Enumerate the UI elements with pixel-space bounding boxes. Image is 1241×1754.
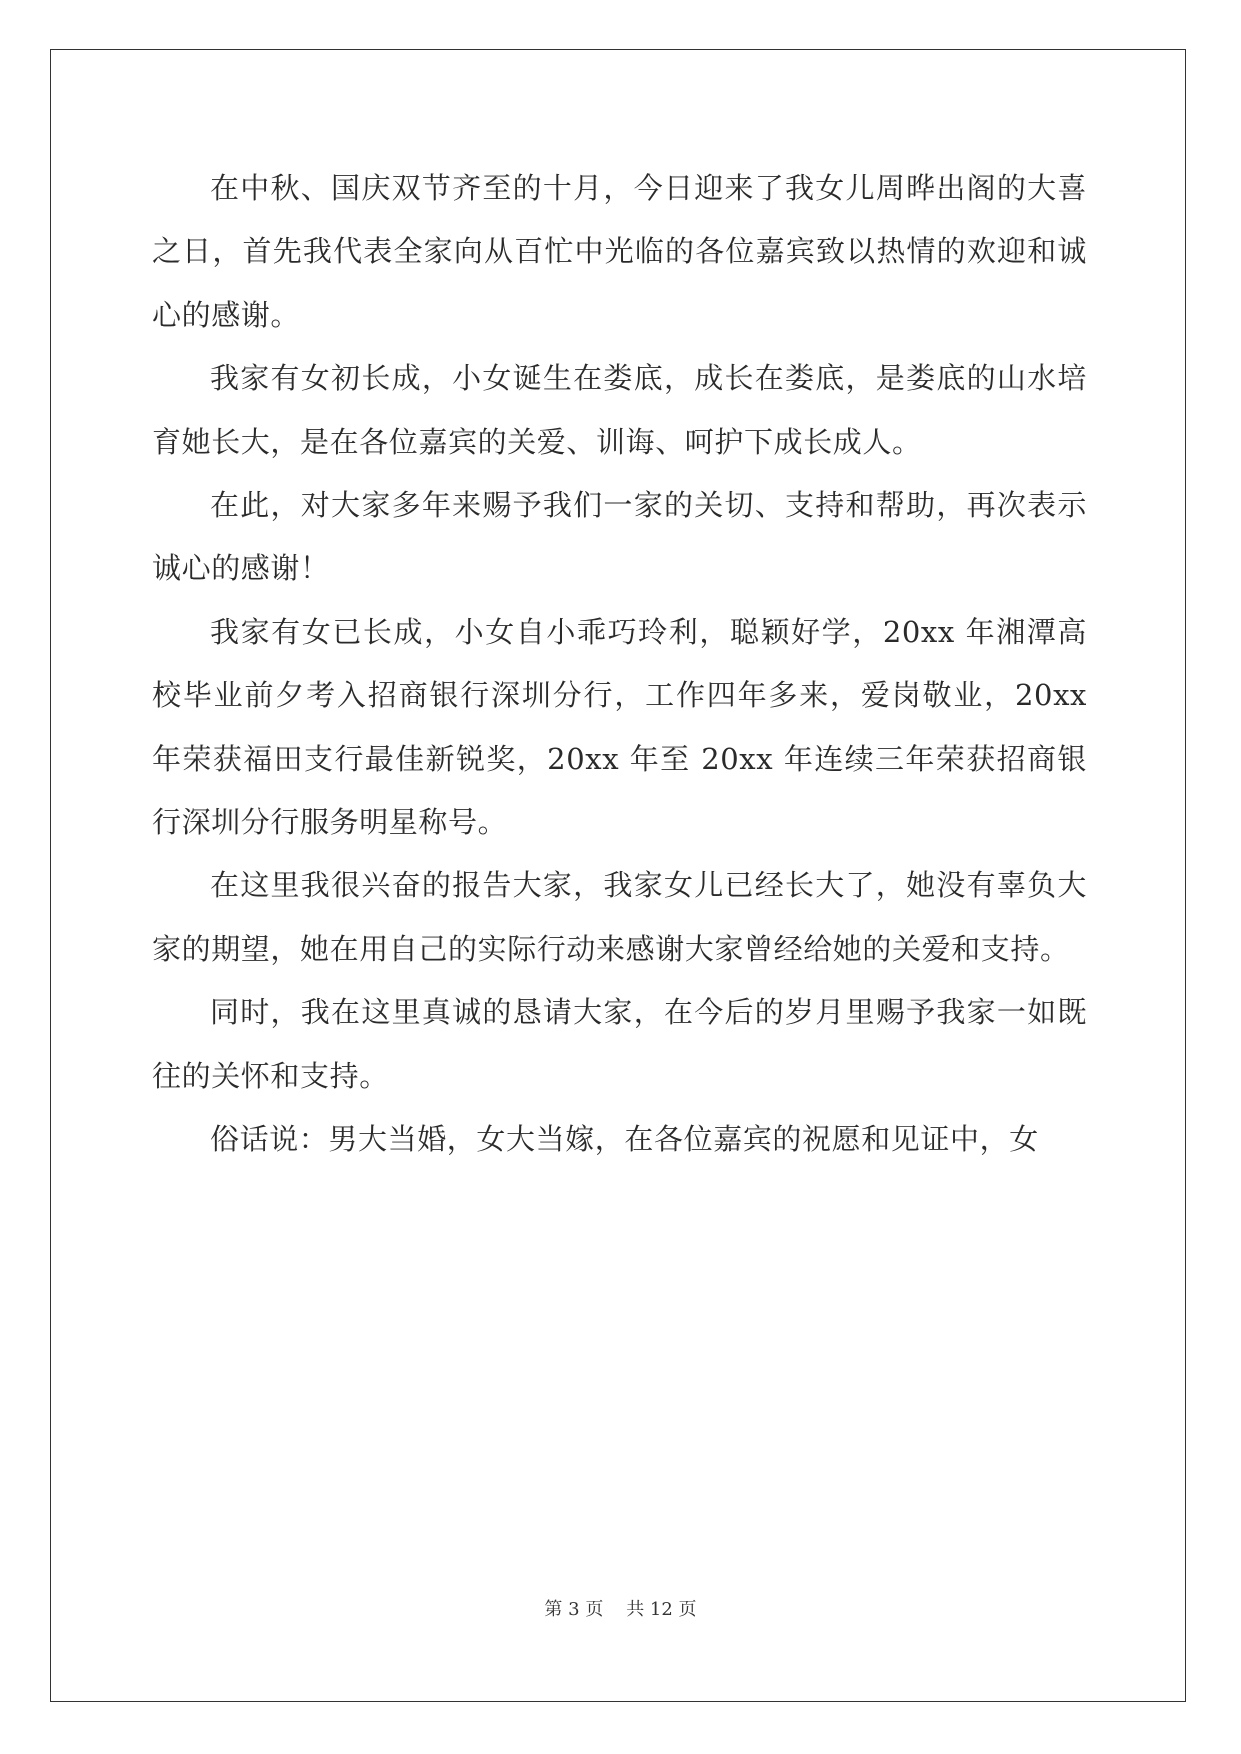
document-body [152,157,1087,1172]
paragraph-3: 在此，对大家多年来赐予我们一家的关切、支持和帮助，再次表示诚心的感谢！ [152,488,1087,586]
paragraph-1: 在中秋、国庆双节齐至的十月，今日迎来了我女儿周晔出阁的大喜之日，首先我代表全家向从百忙中光临的各位嘉宾致以热情的欢迎和诚心的感谢。 [152,171,1087,332]
page-number-footer: 第 3 页 共 12 页 [544,1599,697,1620]
paragraph-6: 同时，我在这里真诚的恳请大家，在今后的岁月里赐予我家一如既往的关怀和支持。 [152,995,1087,1093]
paragraph-7: 俗话说：男大当婚，女大当嫁，在各位嘉宾的祝愿和见证中，女 [210,1122,1039,1157]
paragraph-2: 我家有女初长成，小女诞生在娄底，成长在娄底，是娄底的山水培育她长大，是在各位嘉宾的关爱、训诲、呵护下成长成人。 [152,361,1087,459]
paragraph-4: 我家有女已长成，小女自小乖巧玲利，聪颖好学，20xx 年湘潭高校毕业前夕考入招商银行深圳分行，工作四年多来，爱岗敬业，20xx 年荣获福田支行最佳新锐奖，20xx 年至 20xx 年连续三年荣获招商银行深圳分行服务明星称号。 [152,614,1087,840]
paragraph-5: 在这里我很兴奋的报告大家，我家女儿已经长大了，她没有辜负大家的期望，她在用自己的实际行动来感谢大家曾经给她的关爱和支持。 [152,868,1087,966]
